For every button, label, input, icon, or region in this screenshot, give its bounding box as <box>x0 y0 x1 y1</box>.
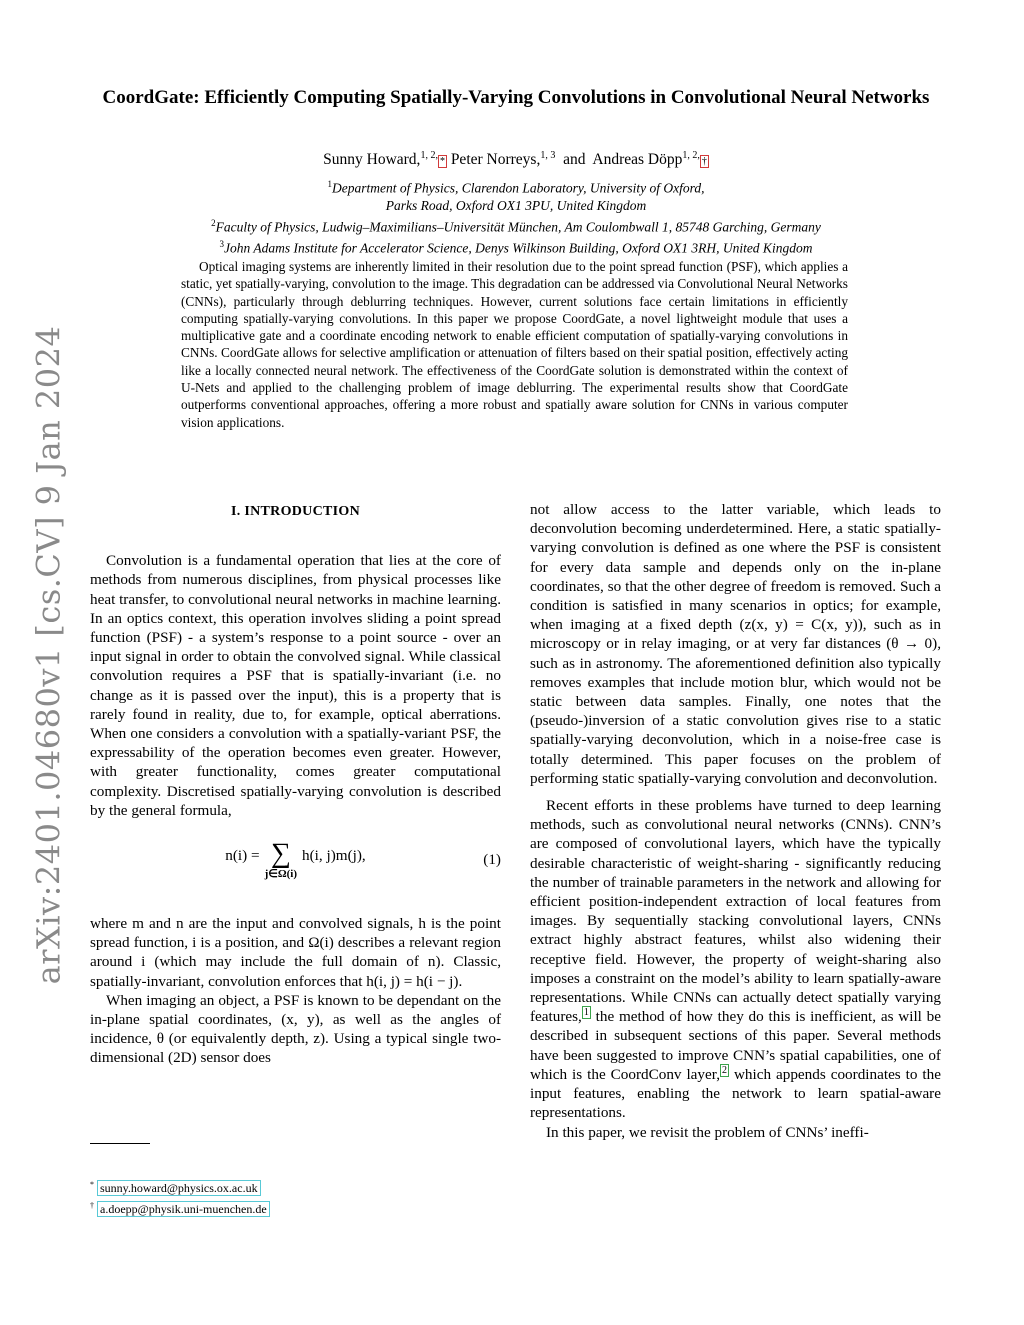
author-name: Peter Norreys, <box>450 151 541 169</box>
author-affil-sup: 1, 2, <box>682 150 700 161</box>
paragraph: Convolution is a fundamental operation that lies at the core of methods from numerous disciplines, from physical processes like heat transfer, to convolutional neural networks in machine learning. In an optics context, this operation involves sliding a point spread function (PSF) - a system’s response to a point source - over an input signal in order to obtain the convolved signal. While classical convolution requires a PSF that is spatially-invariant (i.e. no change as it is passed over the input), this is a property that is rarely found in reality, due to, for example, optical aberrations. When one considers a convolution with a spatially-variant PSF, the expressability of the operation becomes even greater. However, with greater functionality, comes greater computational complexity. Discretised spatially-varying convolution is described by the general formula, <box>90 552 502 819</box>
affiliation-1: $^1$Department of Physics, Clarendon Laboratory, University of Oxford, <box>327 179 705 196</box>
author-connector: and <box>563 151 586 169</box>
citation-link[interactable]: 2 <box>722 1064 727 1076</box>
paragraph: When imaging an object, a PSF is known to be dependant on the in-plane spatial coordinates, (x, y), as well as the angles of incidence, θ (or equivalently depth, z). Using a typical single two-dimensional (2D) sensor does <box>90 991 501 1067</box>
sum-subscript: j∈Ω(i) <box>264 868 298 881</box>
left-column <box>90 500 501 1068</box>
author-name: Sunny Howard, <box>323 151 421 169</box>
author-name: Andreas Döpp <box>592 151 683 169</box>
footnote-mark-link[interactable]: * <box>439 156 445 168</box>
right-column <box>530 500 941 1142</box>
abstract <box>181 258 848 431</box>
paragraph: where m and n are the input and convolved signals, h is the point spread function, i is a position, and Ω(i) describes a relevant region around i (which may include the full domain of n). Classic, spatially-invariant, convolution enforces that h(i, j) = h(i − j). <box>90 915 501 990</box>
footnote-mark-link[interactable]: † <box>701 156 707 168</box>
paragraph: not allow access to the latter variable, which leads to deconvolution becoming underdetermined. Here, a static spatially-varying convolution is defined as one where the PSF is consistent for every data sample and depends only on the in-plane coordinates, so that the other degree of freedom is removed. Such a condition is satisfied in many scenarios in optics; for example, when imaging at a fixed depth (z(x, y) = C(x, y)), such as in microscopy or in relay imaging, or at very far distances (θ → 0), such as in astronomy. The aforementioned definition also typically removes examples that include motion blur, which would not be static between data samples. Finally, one notes that the (pseudo-)inversion of a static convolution gives rise to a static spatially-varying deconvolution, which in a noise-free case is totally determined. This paper focuses on the problem of performing static spatially-varying convolution and deconvolution. <box>530 501 941 787</box>
citation-link[interactable]: 1 <box>583 1007 589 1019</box>
section-heading: I. INTRODUCTION <box>231 504 360 519</box>
equation-number: (1) <box>483 851 501 869</box>
paragraph: Recent efforts in these problems have turned to deep learning methods, such as convolutional neural networks (CNNs). CNN’s are composed of convolutional layers, which have the typically desirable characteristic of weight-sharing - significantly reducing the number of trainable parameters in the network and allowing for efficient position-independent extraction of local features from images. By sequentially stacking convolutional layers, CNNs extract highly abstract features, whilst also widening their receptive field. However, the property of weight-sharing also imposes a constraint on the model’s ability to learn spatially-aware representations. While CNNs can actually detect spatially varying features, $^1$ the method of how they do this is inefficient, as will be described in subsequent sections of this paper. Several methods have been suggested to improve CNN’s spatial capabilities, one of which is the CoordConv layer, $^2$ which appends coordinates to the input features, enabling the network to learn spatial-aware representations. <box>530 797 941 1122</box>
author-list <box>95 150 937 169</box>
footnote-rule <box>90 1143 150 1144</box>
arxiv-identifier: arXiv:2401.04680v1 [cs.CV] 9 Jan 2024 <box>29 325 68 985</box>
equation-lhs: n(i) = <box>225 847 260 865</box>
sum-symbol: ∑ <box>270 838 291 870</box>
footnotes <box>90 1176 270 1218</box>
abstract-text: Optical imaging systems are inherently limited in their resolution due to the point spread function (PSF), which applies a static, yet spatially-varying, convolution to the image. This degradation can be addressed via Convolutional Neural Networks (CNNs), particularly through deblurring techniques. However, current solutions face certain limitations in efficiently computing spatially-varying convolutions. In this paper we propose CoordGate, a novel lightweight module that uses a multiplicative gate and a coordinate encoding network to enable efficient computation of spatially-varying convolutions in CNNs. CoordGate allows for selective amplification or attenuation of filters based on their spatial position, effectively acting like a locally connected neural network. The effectiveness of the CoordGate solution is demonstrated within the context of U-Nets and applied to the challenging problem of image deblurring. The experimental results show that CoordGate outperforms conventional approaches, offering a more robust and spatially aware solution for CNNs in various computer vision applications. <box>181 259 848 430</box>
affiliation-2: $^2$Faculty of Physics, Ludwig–Maximilians–Universität München, Am Coulombwall 1, 85748 Garching, Germany <box>211 217 821 234</box>
email-link[interactable]: a.doepp@physik.uni-muenchen.de <box>97 1201 270 1217</box>
equation-1 <box>90 838 501 894</box>
paper-title: CoordGate: Efficiently Computing Spatially-Varying Convolutions in Convolutional Neural Networks <box>102 87 930 108</box>
affiliations <box>95 176 937 257</box>
footnote-1: * sunny.howard@physics.ox.ac.uk <box>90 1176 270 1197</box>
footnote-2: † a.doepp@physik.uni-muenchen.de <box>90 1197 270 1218</box>
author-affil-sup: 1, 3 <box>540 150 556 161</box>
paragraph: In this paper, we revisit the problem of CNNs’ ineffi- <box>546 1123 869 1141</box>
email-link[interactable]: sunny.howard@physics.ox.ac.uk <box>97 1180 261 1196</box>
author-affil-sup: 1, 2, <box>420 150 438 161</box>
summation <box>265 840 297 880</box>
affiliation-1-cont: Parks Road, Oxford OX1 3PU, United Kingdom <box>385 198 647 213</box>
equation-rhs: h(i, j)m(j), <box>302 847 366 865</box>
affiliation-3: $^3$John Adams Institute for Accelerator Science, Denys Wilkinson Building, Oxford OX1 3RH, United Kingdom <box>219 238 813 255</box>
